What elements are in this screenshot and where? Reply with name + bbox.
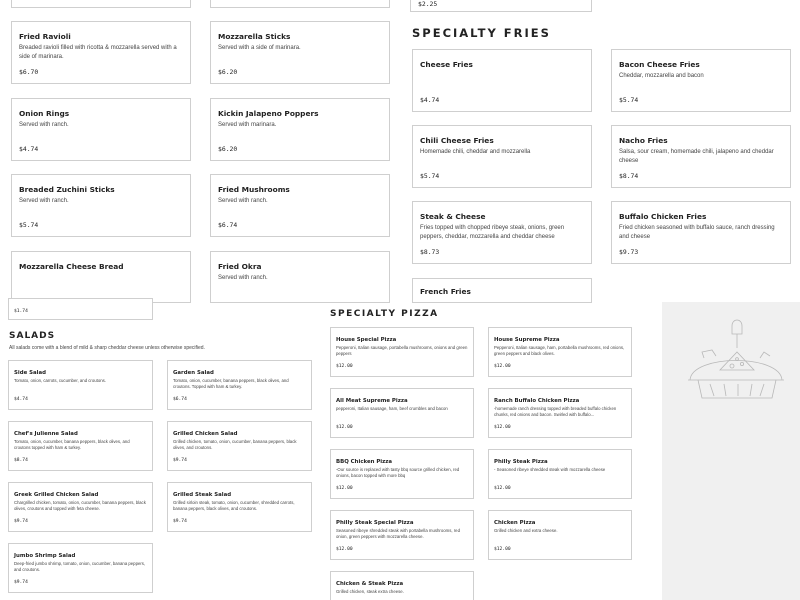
menu-item-card[interactable] [611,49,791,112]
item-name: Ranch Buffalo Chicken Pizza [494,398,580,404]
menu-item-card[interactable] [330,510,474,560]
menu-item-card-partial[interactable] [8,298,153,320]
menu-item-card[interactable] [167,421,312,471]
item-name: Side Salad [14,370,46,376]
menu-item-card[interactable] [330,327,474,377]
item-price: $8.74 [619,172,639,180]
item-description: Salsa, sour cream, homemade chili, jalapeno and cheddar cheese [619,149,774,164]
item-description: Seasoned ribeye shredded steak with portabella mushrooms, red onion, green peppers with mozzarella cheese. [336,528,460,540]
item-description: Fried chicken seasoned with buffalo sauce, ranch dressing and cheese [619,225,775,240]
item-price: $12.00 [336,486,353,491]
menu-item-card[interactable] [330,388,474,438]
item-price: $12.00 [494,364,511,369]
item-price: $8.73 [420,248,440,256]
menu-item-card[interactable] [488,327,632,377]
item-name: Philly Steak Pizza [494,459,548,465]
menu-item-card[interactable] [11,174,191,237]
item-price: $4.74 [420,96,440,104]
item-description: - Seasoned ribeye shredded steak with mozzarella cheese [494,467,606,472]
item-price: $6.70 [19,68,39,76]
menu-item-card[interactable] [488,510,632,560]
item-name: Chicken Pizza [494,520,536,526]
menu-item-card[interactable] [412,125,592,188]
item-description: Deep-fried jumbo shrimp, tomato, onion, cucumber, banana peppers, and croutons. [14,561,146,573]
menu-item-card[interactable] [488,388,632,438]
item-price: $6.74 [173,397,187,402]
item-price: $12.00 [336,425,353,430]
item-name: Fried Mushrooms [218,185,290,194]
item-description: -Our source is replaced with tasty bbq source grilled chicken, red onions, bacon topped with more bbq [336,467,460,479]
item-price: $6.20 [218,68,238,76]
menu-item-card[interactable] [11,21,191,84]
item-price: $5.74 [619,96,639,104]
appetizer-card-partial-top-right[interactable] [410,0,592,12]
item-price: $12.00 [494,547,511,552]
item-description: Served with ranch. [19,122,69,128]
item-description: Served with a side of marinara. [218,45,301,51]
item-price: $2.25 [418,0,438,8]
menu-item-card[interactable] [412,49,592,112]
menu-item-card[interactable] [330,449,474,499]
item-name: Fried Okra [218,262,262,271]
item-name: Steak & Cheese [420,212,486,221]
item-name: BBQ Chicken Pizza [336,459,393,465]
menu-item-card[interactable] [167,360,312,410]
item-name: Grilled Chicken Salad [173,431,238,437]
item-name: Bacon Cheese Fries [619,60,700,69]
item-description: Tomato, onion, cucumber, banana peppers, black olives, and croutons topped with ham & turkey. [14,439,130,451]
item-price: $9.74 [173,519,187,524]
item-description: Grilled chicken, steak extra cheese. [336,589,404,594]
item-name: House Special Pizza [336,337,397,343]
item-name: Mozzarella Sticks [218,32,291,41]
item-description: pepperoni, Italian sausage, ham, beef crumbles and bacon [336,406,448,411]
section-heading-specialty-fries: SPECIALTY FRIES [412,26,551,40]
section-subtitle: All salads come with a blend of mild & sharp cheddar cheese unless otherwise specified. [9,345,205,351]
item-price: $12.00 [494,486,511,491]
menu-item-card[interactable] [210,21,390,84]
item-name: Garden Salad [173,370,214,376]
item-name: Mozzarella Cheese Bread [19,262,124,271]
item-description: Cheddar, mozzarella and bacon [619,73,704,79]
item-description: Breaded ravioli filled with ricotta & mozzarella served with a side of marinara. [19,45,177,60]
item-price: $8.74 [14,458,28,463]
pizza-cutter-illustration-icon [662,312,800,432]
item-name: Breaded Zuchini Sticks [19,185,115,194]
item-price: $1.74 [14,309,28,314]
item-price: $9.74 [173,458,187,463]
item-price: $9.73 [619,248,639,256]
item-price: $12.00 [336,364,353,369]
menu-item-card[interactable] [8,543,153,593]
menu-item-card[interactable] [611,201,791,264]
menu-item-card[interactable] [167,482,312,532]
side-panel [662,302,800,600]
item-price: $12.00 [494,425,511,430]
item-name: Buffalo Chicken Fries [619,212,707,221]
menu-item-card[interactable] [8,482,153,532]
item-name: Greek Grilled Chicken Salad [14,492,99,498]
item-name: Chicken & Steak Pizza [336,581,404,587]
item-name: Jumbo Shrimp Salad [14,553,76,559]
menu-item-card[interactable] [11,251,191,303]
menu-item-card[interactable] [412,278,592,303]
item-price: $6.20 [218,145,238,153]
item-name: Nacho Fries [619,136,668,145]
menu-item-card[interactable] [330,571,474,600]
item-name: Grilled Steak Salad [173,492,232,498]
menu-item-card[interactable] [11,98,191,161]
item-description: Grilled chicken, tomato, onion, cucumber, banana peppers, black olives, and croutons. [173,439,297,451]
item-description: Served with ranch. [19,198,69,204]
item-name: French Fries [420,287,471,296]
item-name: Cheese Fries [420,60,473,69]
menu-item-card[interactable] [488,449,632,499]
item-name: Chef's Julienne Salad [14,431,78,437]
section-heading-salads: SALADS [9,331,56,341]
item-price: $5.74 [19,221,39,229]
appetizer-card-partial-top-mid[interactable] [210,0,390,8]
menu-item-card[interactable] [210,174,390,237]
item-price: $5.74 [420,172,440,180]
item-description: Chargrilled chicken, tomato, onion, cucumber, banana peppers, black olives, croutons and topped with feta cheese. [14,500,146,512]
item-description: Tomato, onion, carrots, cucumber, and croutons. [14,378,106,383]
item-description: Grilled sirloin steak, tomato, onion, cucumber, shredded carrots, banana peppers, black olives, and croutons. [173,500,295,512]
item-price: $9.74 [14,519,28,524]
item-description: Served with ranch. [218,275,268,281]
item-description: Fries topped with chopped ribeye steak, onions, green peppers, cheddar, mozzarella and cheddar cheese [420,225,565,240]
item-name: Onion Rings [19,109,70,118]
menu-item-card[interactable] [412,201,592,264]
item-description: Served with ranch. [218,198,268,204]
menu-item-card[interactable] [611,125,791,188]
appetizer-card-partial-top-left[interactable] [11,0,191,8]
item-price: $4.74 [19,145,39,153]
menu-item-card[interactable] [8,360,153,410]
item-description: Tomato, onion, cucumber, banana peppers, black olives, and croutons. Topped with ham & turkey. [173,378,289,390]
item-description: Pepperoni, Italian sausage, ham, portabella mushrooms, red onions, green peppers and black olives. [494,345,625,357]
item-description: Pepperoni, Italian sausage, portabella mushrooms, onions and green peppers [336,345,468,357]
item-name: Kickin Jalapeno Poppers [218,109,319,118]
item-price: $6.74 [218,221,238,229]
item-name: All Meat Supreme Pizza [336,398,408,404]
menu-item-card[interactable] [210,98,390,161]
item-name: Chili Cheese Fries [420,136,494,145]
item-name: Fried Ravioli [19,32,71,41]
item-price: $12.00 [336,547,353,552]
menu-item-card[interactable] [210,251,390,303]
item-description: Served with marinara. [218,122,277,128]
item-price: $4.74 [14,397,28,402]
item-price: $9.74 [14,580,28,585]
item-description: -homemade ranch dressing topped with breaded buffalo chicken chunks, red onions and bacon. Swirled with buffalo... [494,406,617,418]
item-description: Grilled chicken and extra cheese. [494,528,558,533]
item-description: Homemade chili, cheddar and mozzarella [420,149,531,155]
item-name: House Supreme Pizza [494,337,560,343]
menu-item-card[interactable] [8,421,153,471]
section-heading-specialty-pizza: SPECIALTY PIZZA [330,309,439,319]
item-name: Philly Steak Special Pizza [336,520,414,526]
